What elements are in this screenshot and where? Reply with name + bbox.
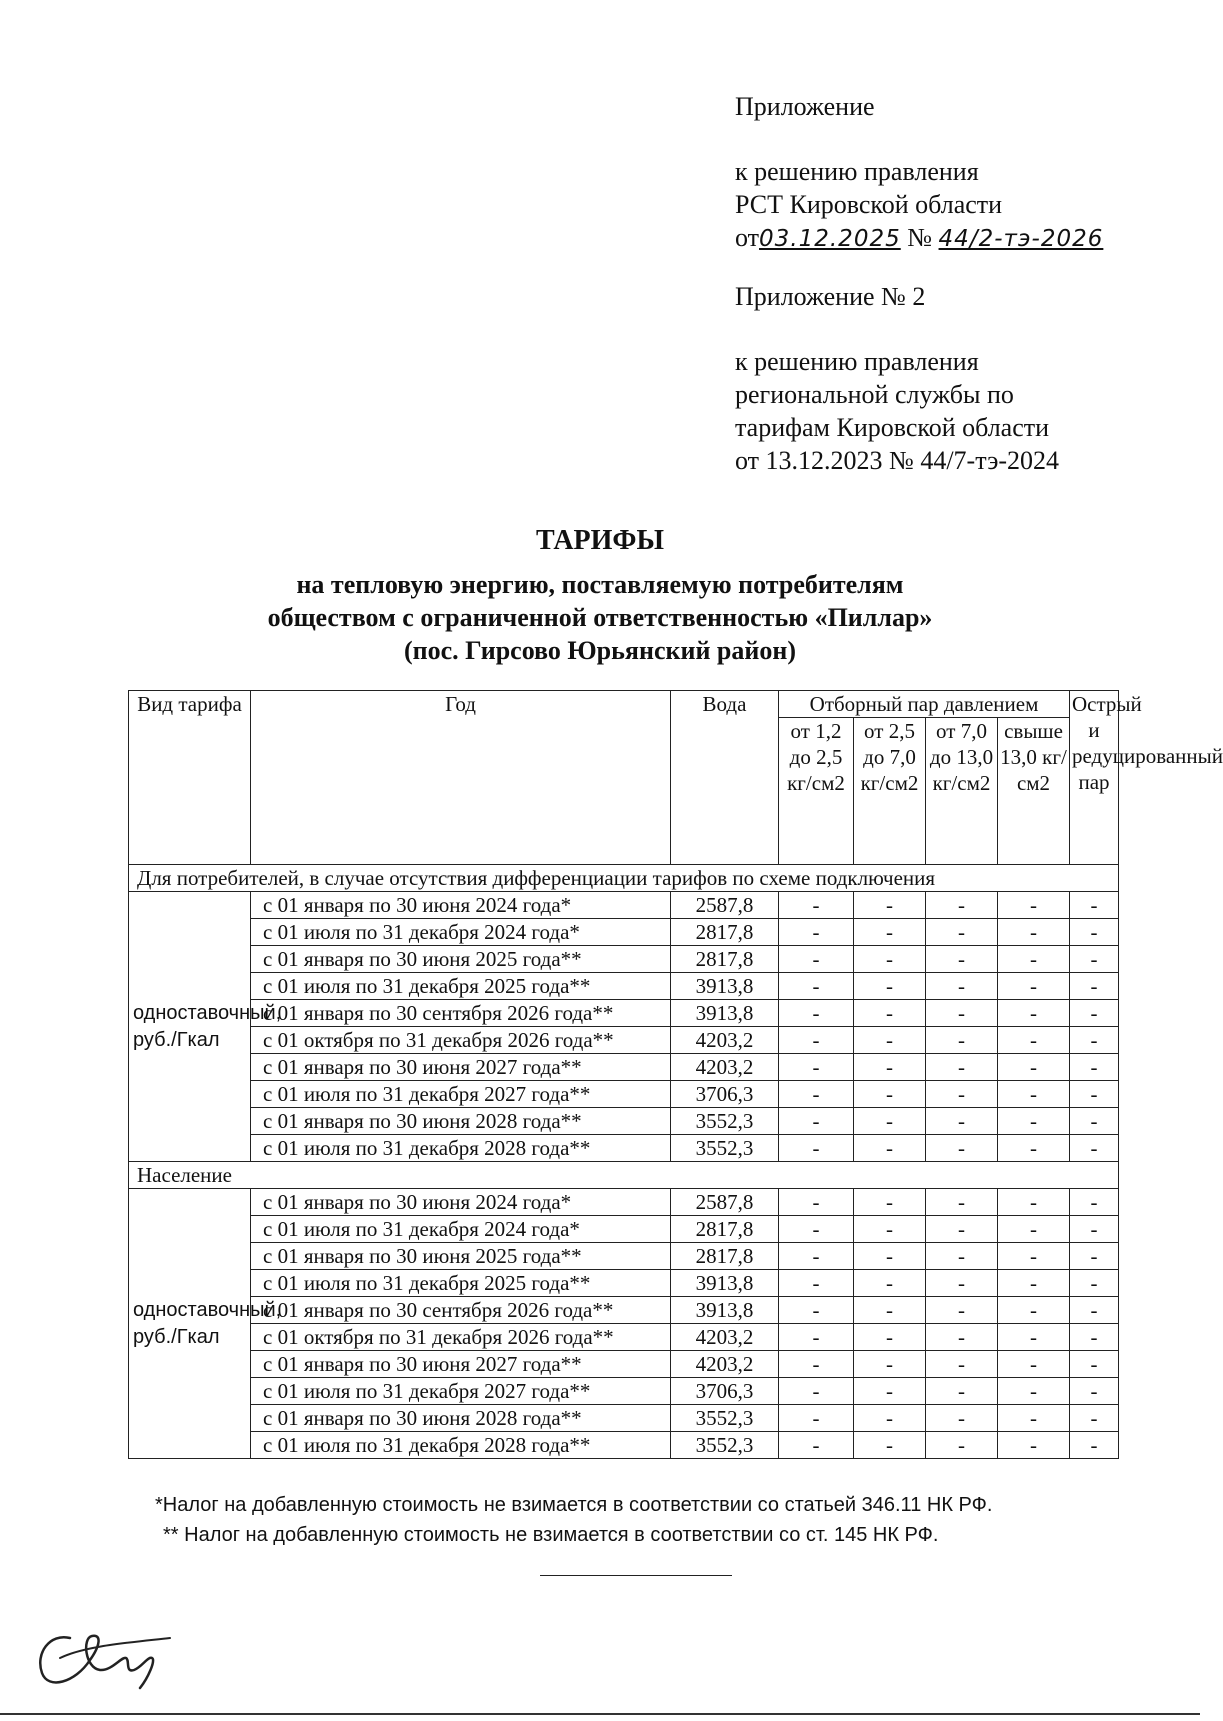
pressure-3-value: - bbox=[926, 1243, 998, 1270]
pressure-4-value: - bbox=[998, 1297, 1070, 1324]
pressure-3-value: - bbox=[926, 1378, 998, 1405]
section-row bbox=[129, 1162, 1119, 1189]
pressure-3-value: - bbox=[926, 973, 998, 1000]
table-row bbox=[129, 1378, 1119, 1405]
pressure-4-value: - bbox=[998, 1405, 1070, 1432]
annex-2-heading: Приложение № 2 bbox=[735, 282, 926, 311]
pressure-4-value: - bbox=[998, 1243, 1070, 1270]
water-value: 2817,8 bbox=[671, 1243, 779, 1270]
header-year: Год bbox=[251, 691, 671, 865]
annex-1-date-line bbox=[735, 221, 1103, 256]
pressure-1-value: - bbox=[779, 1189, 854, 1216]
water-value: 4203,2 bbox=[671, 1324, 779, 1351]
pressure-3-value: - bbox=[926, 892, 998, 919]
header-steam-group: Отборный пар давлением bbox=[779, 691, 1070, 718]
acute-steam-value: - bbox=[1070, 1216, 1119, 1243]
pressure-1-value: - bbox=[779, 946, 854, 973]
pressure-4-value: - bbox=[998, 892, 1070, 919]
water-value: 3913,8 bbox=[671, 1000, 779, 1027]
water-value: 2817,8 bbox=[671, 946, 779, 973]
period-cell: с 01 января по 30 июня 2025 года** bbox=[251, 946, 671, 973]
acute-steam-value: - bbox=[1070, 1135, 1119, 1162]
table-row bbox=[129, 1324, 1119, 1351]
pressure-1-value: - bbox=[779, 1000, 854, 1027]
table-row bbox=[129, 1000, 1119, 1027]
water-value: 3913,8 bbox=[671, 1297, 779, 1324]
header-pressure-2: от 2,5 до 7,0 кг/см2 bbox=[854, 718, 926, 865]
pressure-3-value: - bbox=[926, 1027, 998, 1054]
water-value: 2587,8 bbox=[671, 1189, 779, 1216]
acute-steam-value: - bbox=[1070, 946, 1119, 973]
pressure-1-value: - bbox=[779, 973, 854, 1000]
acute-steam-value: - bbox=[1070, 1378, 1119, 1405]
acute-steam-value: - bbox=[1070, 892, 1119, 919]
table-row bbox=[129, 946, 1119, 973]
pressure-3-value: - bbox=[926, 1405, 998, 1432]
table-row bbox=[129, 919, 1119, 946]
water-value: 3706,3 bbox=[671, 1378, 779, 1405]
acute-steam-value: - bbox=[1070, 1054, 1119, 1081]
water-value: 3913,8 bbox=[671, 1270, 779, 1297]
pressure-4-value: - bbox=[998, 1027, 1070, 1054]
pressure-3-value: - bbox=[926, 1324, 998, 1351]
acute-steam-value: - bbox=[1070, 1324, 1119, 1351]
pressure-2-value: - bbox=[854, 1081, 926, 1108]
pressure-2-value: - bbox=[854, 1405, 926, 1432]
section-title: Население bbox=[129, 1162, 1119, 1189]
pressure-4-value: - bbox=[998, 1135, 1070, 1162]
pressure-3-value: - bbox=[926, 1189, 998, 1216]
pressure-4-value: - bbox=[998, 1081, 1070, 1108]
acute-steam-value: - bbox=[1070, 1432, 1119, 1459]
pressure-1-value: - bbox=[779, 1027, 854, 1054]
period-cell: с 01 октября по 31 декабря 2026 года** bbox=[251, 1027, 671, 1054]
pressure-2-value: - bbox=[854, 892, 926, 919]
annex-1-heading: Приложение bbox=[735, 92, 875, 121]
annex-1-line1: к решению правления bbox=[735, 157, 979, 186]
acute-steam-value: - bbox=[1070, 1297, 1119, 1324]
pressure-1-value: - bbox=[779, 1378, 854, 1405]
annex-1-no: № bbox=[907, 223, 933, 252]
pressure-1-value: - bbox=[779, 1243, 854, 1270]
subtitle-line2: обществом с ограниченной ответственностью «Пиллар» bbox=[267, 603, 933, 632]
pressure-3-value: - bbox=[926, 919, 998, 946]
annex-1-date: 03.12.2025 bbox=[759, 226, 901, 252]
pressure-4-value: - bbox=[998, 1378, 1070, 1405]
pressure-1-value: - bbox=[779, 1270, 854, 1297]
pressure-4-value: - bbox=[998, 1432, 1070, 1459]
pressure-3-value: - bbox=[926, 1270, 998, 1297]
annex-1-from: от bbox=[735, 223, 760, 252]
annex-2-line4: от 13.12.2023 № 44/7-тэ-2024 bbox=[735, 446, 1060, 475]
pressure-4-value: - bbox=[998, 1054, 1070, 1081]
period-cell: с 01 июля по 31 декабря 2025 года** bbox=[251, 1270, 671, 1297]
acute-steam-value: - bbox=[1070, 1189, 1119, 1216]
pressure-1-value: - bbox=[779, 1135, 854, 1162]
footnote-2: ** Налог на добавленную стоимость не взимается в соответствии со ст. 145 НК РФ. bbox=[163, 1524, 939, 1546]
pressure-4-value: - bbox=[998, 1351, 1070, 1378]
pressure-1-value: - bbox=[779, 1054, 854, 1081]
pressure-2-value: - bbox=[854, 1054, 926, 1081]
pressure-3-value: - bbox=[926, 946, 998, 973]
header-acute-steam: Острый и редуцированный пар bbox=[1070, 691, 1119, 865]
annex-2-line2: региональной службы по bbox=[735, 380, 1014, 409]
period-cell: с 01 января по 30 июня 2024 года* bbox=[251, 892, 671, 919]
acute-steam-value: - bbox=[1070, 1108, 1119, 1135]
subtitle-line1: на тепловую энергию, поставляемую потребителям bbox=[296, 570, 904, 599]
period-cell: с 01 июля по 31 декабря 2025 года** bbox=[251, 973, 671, 1000]
section-row bbox=[129, 865, 1119, 892]
annex-2-line3: тарифам Кировской области bbox=[735, 413, 1050, 442]
pressure-4-value: - bbox=[998, 1000, 1070, 1027]
acute-steam-value: - bbox=[1070, 1351, 1119, 1378]
pressure-3-value: - bbox=[926, 1054, 998, 1081]
acute-steam-value: - bbox=[1070, 919, 1119, 946]
pressure-1-value: - bbox=[779, 1081, 854, 1108]
table-row bbox=[129, 1054, 1119, 1081]
pressure-4-value: - bbox=[998, 1108, 1070, 1135]
pressure-3-value: - bbox=[926, 1000, 998, 1027]
acute-steam-value: - bbox=[1070, 1243, 1119, 1270]
pressure-2-value: - bbox=[854, 1378, 926, 1405]
water-value: 3552,3 bbox=[671, 1135, 779, 1162]
pressure-4-value: - bbox=[998, 919, 1070, 946]
water-value: 3552,3 bbox=[671, 1405, 779, 1432]
water-value: 2587,8 bbox=[671, 892, 779, 919]
pressure-4-value: - bbox=[998, 946, 1070, 973]
pressure-4-value: - bbox=[998, 1189, 1070, 1216]
period-cell: с 01 января по 30 июня 2028 года** bbox=[251, 1108, 671, 1135]
acute-steam-value: - bbox=[1070, 1000, 1119, 1027]
separator-line bbox=[540, 1575, 732, 1576]
pressure-2-value: - bbox=[854, 1270, 926, 1297]
pressure-2-value: - bbox=[854, 1216, 926, 1243]
pressure-2-value: - bbox=[854, 1000, 926, 1027]
annex-1-line2: РСТ Кировской области bbox=[735, 190, 1003, 219]
pressure-3-value: - bbox=[926, 1351, 998, 1378]
period-cell: с 01 июля по 31 декабря 2024 года* bbox=[251, 919, 671, 946]
pressure-3-value: - bbox=[926, 1135, 998, 1162]
pressure-1-value: - bbox=[779, 1432, 854, 1459]
pressure-1-value: - bbox=[779, 1297, 854, 1324]
pressure-1-value: - bbox=[779, 1324, 854, 1351]
annex-1-block bbox=[735, 155, 1103, 256]
pressure-3-value: - bbox=[926, 1081, 998, 1108]
pressure-3-value: - bbox=[926, 1216, 998, 1243]
period-cell: с 01 января по 30 июня 2027 года** bbox=[251, 1351, 671, 1378]
period-cell: с 01 октября по 31 декабря 2026 года** bbox=[251, 1324, 671, 1351]
table-row bbox=[129, 1432, 1119, 1459]
period-cell: с 01 января по 30 июня 2028 года** bbox=[251, 1405, 671, 1432]
pressure-4-value: - bbox=[998, 1216, 1070, 1243]
section-title: Для потребителей, в случае отсутствия дифференциации тарифов по схеме подключения bbox=[129, 865, 1119, 892]
pressure-2-value: - bbox=[854, 1108, 926, 1135]
period-cell: с 01 января по 30 июня 2027 года** bbox=[251, 1054, 671, 1081]
header-row-1 bbox=[129, 691, 1119, 718]
period-cell: с 01 июля по 31 декабря 2027 года** bbox=[251, 1081, 671, 1108]
tariff-kind: одноставочный, руб./Гкал bbox=[129, 1189, 251, 1459]
table-row bbox=[129, 1135, 1119, 1162]
document-title: ТАРИФЫ bbox=[536, 525, 664, 556]
water-value: 3552,3 bbox=[671, 1108, 779, 1135]
annex-1-number: 44/2-тэ-2026 bbox=[938, 226, 1104, 252]
period-cell: с 01 июля по 31 декабря 2028 года** bbox=[251, 1135, 671, 1162]
tariff-kind: одноставочный, руб./Гкал bbox=[129, 892, 251, 1162]
water-value: 4203,2 bbox=[671, 1054, 779, 1081]
acute-steam-value: - bbox=[1070, 1081, 1119, 1108]
pressure-1-value: - bbox=[779, 1351, 854, 1378]
pressure-4-value: - bbox=[998, 1270, 1070, 1297]
period-cell: с 01 июля по 31 декабря 2027 года** bbox=[251, 1378, 671, 1405]
pressure-2-value: - bbox=[854, 1189, 926, 1216]
pressure-4-value: - bbox=[998, 973, 1070, 1000]
acute-steam-value: - bbox=[1070, 1027, 1119, 1054]
header-pressure-3: от 7,0 до 13,0 кг/см2 bbox=[926, 718, 998, 865]
water-value: 3913,8 bbox=[671, 973, 779, 1000]
tariffs-table bbox=[128, 690, 1223, 1459]
pressure-2-value: - bbox=[854, 1027, 926, 1054]
pressure-1-value: - bbox=[779, 892, 854, 919]
bottom-rule bbox=[0, 1713, 1200, 1715]
table-row bbox=[129, 1297, 1119, 1324]
pressure-2-value: - bbox=[854, 1243, 926, 1270]
pressure-1-value: - bbox=[779, 1216, 854, 1243]
water-value: 4203,2 bbox=[671, 1027, 779, 1054]
table-row bbox=[129, 1216, 1119, 1243]
pressure-2-value: - bbox=[854, 1135, 926, 1162]
period-cell: с 01 января по 30 сентября 2026 года** bbox=[251, 1000, 671, 1027]
pressure-1-value: - bbox=[779, 1108, 854, 1135]
footnote-1: *Налог на добавленную стоимость не взимается в соответствии со статьей 346.11 НК РФ. bbox=[155, 1494, 993, 1516]
signature-icon bbox=[30, 1598, 180, 1698]
table-row bbox=[129, 1351, 1119, 1378]
table-row bbox=[129, 973, 1119, 1000]
water-value: 2817,8 bbox=[671, 919, 779, 946]
table-row bbox=[129, 1270, 1119, 1297]
table-row bbox=[129, 1405, 1119, 1432]
header-pressure-4: свыше 13,0 кг/см2 bbox=[998, 718, 1070, 865]
pressure-3-value: - bbox=[926, 1297, 998, 1324]
header-water: Вода bbox=[671, 691, 779, 865]
table-row bbox=[129, 892, 1119, 919]
pressure-2-value: - bbox=[854, 946, 926, 973]
table-row bbox=[129, 1243, 1119, 1270]
pressure-2-value: - bbox=[854, 1297, 926, 1324]
pressure-1-value: - bbox=[779, 919, 854, 946]
period-cell: с 01 января по 30 июня 2024 года* bbox=[251, 1189, 671, 1216]
pressure-2-value: - bbox=[854, 1324, 926, 1351]
pressure-2-value: - bbox=[854, 1432, 926, 1459]
period-cell: с 01 января по 30 сентября 2026 года** bbox=[251, 1297, 671, 1324]
header-pressure-1: от 1,2 до 2,5 кг/см2 bbox=[779, 718, 854, 865]
pressure-3-value: - bbox=[926, 1108, 998, 1135]
water-value: 4203,2 bbox=[671, 1351, 779, 1378]
water-value: 3706,3 bbox=[671, 1081, 779, 1108]
annex-2-title bbox=[735, 280, 925, 313]
table-row bbox=[129, 1189, 1119, 1216]
pressure-2-value: - bbox=[854, 919, 926, 946]
annex-2-line1: к решению правления bbox=[735, 347, 979, 376]
table-row bbox=[129, 1081, 1119, 1108]
acute-steam-value: - bbox=[1070, 973, 1119, 1000]
period-cell: с 01 июля по 31 декабря 2024 года* bbox=[251, 1216, 671, 1243]
annex-1-title bbox=[735, 90, 875, 123]
annex-2-block bbox=[735, 345, 1059, 477]
water-value: 2817,8 bbox=[671, 1216, 779, 1243]
pressure-1-value: - bbox=[779, 1405, 854, 1432]
table-row bbox=[129, 1108, 1119, 1135]
period-cell: с 01 июля по 31 декабря 2028 года** bbox=[251, 1432, 671, 1459]
pressure-3-value: - bbox=[926, 1432, 998, 1459]
period-cell: с 01 января по 30 июня 2025 года** bbox=[251, 1243, 671, 1270]
pressure-2-value: - bbox=[854, 973, 926, 1000]
subtitle-line3: (пос. Гирсово Юрьянский район) bbox=[403, 636, 797, 665]
acute-steam-value: - bbox=[1070, 1405, 1119, 1432]
water-value: 3552,3 bbox=[671, 1432, 779, 1459]
footnotes bbox=[155, 1490, 992, 1550]
table-row bbox=[129, 1027, 1119, 1054]
acute-steam-value: - bbox=[1070, 1270, 1119, 1297]
pressure-2-value: - bbox=[854, 1351, 926, 1378]
header-kind: Вид тарифа bbox=[129, 691, 251, 865]
document-subtitle bbox=[0, 568, 1200, 667]
pressure-4-value: - bbox=[998, 1324, 1070, 1351]
